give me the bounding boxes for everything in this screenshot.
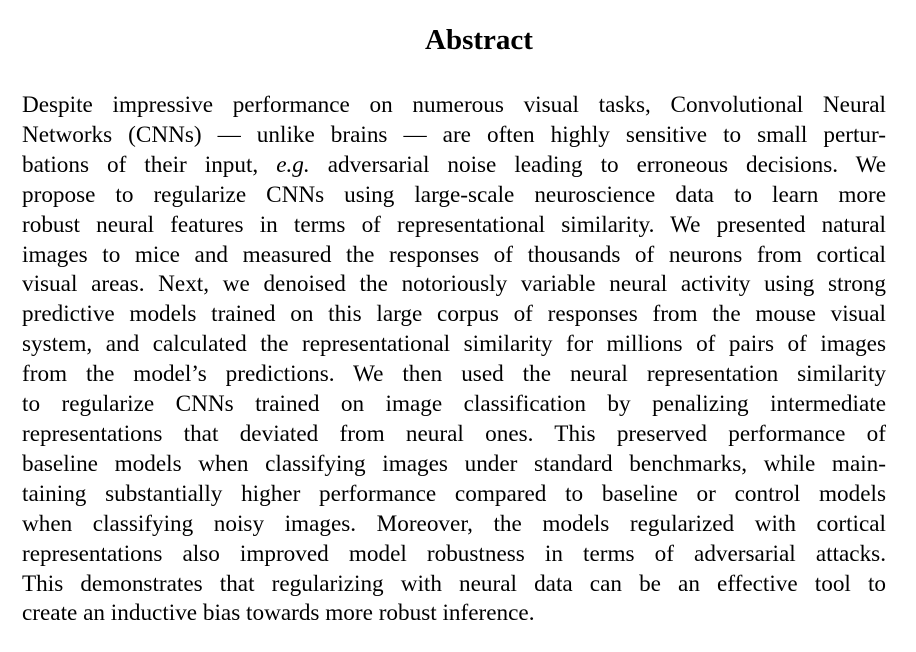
abstract-text: propose to regularize CNNs using large-scale neuroscience data to learn more [22, 181, 886, 208]
abstract-italic-text: e.g. [276, 151, 310, 178]
abstract-line [22, 450, 886, 480]
abstract-text: to regularize CNNs trained on image classification by penalizing intermediate [22, 391, 886, 418]
abstract-line [22, 270, 886, 300]
abstract-line [22, 211, 886, 241]
abstract-text: when classifying noisy images. Moreover, the models regularized with cortical [22, 510, 886, 537]
abstract-text: from the model’s predictions. We then used the neural representation similarity [22, 361, 886, 388]
abstract-text: representations also improved model robustness in terms of adversarial attacks. [22, 540, 886, 567]
abstract-text: system, and calculated the representational similarity for millions of pairs of images [22, 331, 886, 358]
abstract-text: images to mice and measured the responses of thousands of neurons from cortical [22, 241, 886, 268]
abstract-heading: Abstract [425, 24, 533, 56]
abstract-text: representations that deviated from neural ones. This preserved performance of [22, 420, 886, 447]
abstract-text: create an inductive bias towards more robust inference. [22, 600, 535, 627]
abstract-body [22, 91, 894, 629]
abstract-text: adversarial noise leading to erroneous decisions. We [309, 151, 886, 178]
abstract-line [22, 330, 886, 360]
abstract-text: robust neural features in terms of representational similarity. We presented natural [22, 211, 886, 238]
abstract-text: Networks (CNNs) — unlike brains — are often highly sensitive to small pertur- [22, 121, 886, 148]
abstract-text: Despite impressive performance on numerous visual tasks, Convolutional Neural [22, 92, 886, 118]
abstract-line [22, 181, 886, 211]
abstract-line [22, 420, 886, 450]
abstract-line [22, 300, 886, 330]
abstract-text: This demonstrates that regularizing with neural data can be an effective tool to [22, 570, 886, 597]
abstract-line [22, 540, 886, 570]
abstract-line [22, 480, 886, 510]
abstract-line [22, 510, 886, 540]
abstract-text: predictive models trained on this large corpus of responses from the mouse visual [22, 301, 886, 328]
abstract-line [22, 121, 886, 151]
abstract-line [22, 599, 886, 629]
abstract-line [22, 390, 886, 420]
abstract-line [22, 360, 886, 390]
abstract-text: taining substantially higher performance compared to baseline or control models [22, 480, 886, 507]
abstract-line [22, 91, 886, 121]
abstract-line [22, 241, 886, 271]
abstract-text: bations of their input, [22, 151, 277, 178]
abstract-line [22, 570, 886, 600]
abstract-line [22, 151, 886, 181]
abstract-section [22, 20, 894, 629]
abstract-text: baseline models when classifying images under standard benchmarks, while main- [22, 450, 886, 477]
abstract-text: visual areas. Next, we denoised the notoriously variable neural activity using strong [22, 271, 886, 298]
